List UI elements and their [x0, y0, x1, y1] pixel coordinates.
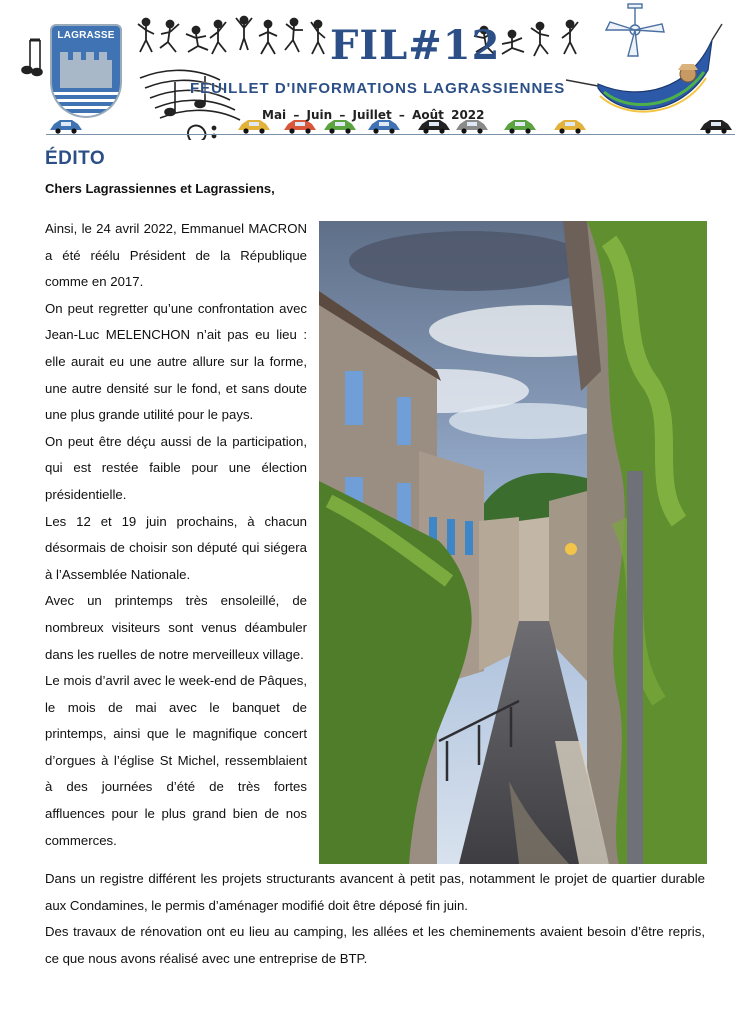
logo-label: LAGRASSE [57, 30, 115, 41]
car-icon [700, 120, 732, 134]
car-icon [504, 120, 536, 134]
car-icon [554, 120, 586, 134]
village-street-photo [319, 221, 707, 864]
paragraph: Ainsi, le 24 avril 2022, Emmanuel MACRON a été réélu Président de la République comme en 2017. [45, 221, 307, 290]
village-street-photo-icon [319, 221, 707, 864]
issue-dates: Mai – Juin – Juillet – Août 2022 [262, 108, 485, 122]
paragraph: Le mois d’avril avec le week-end de Pâques, le mois de mai avec le banquet de printemps, ainsi que le magnifique concert d’orgues à l’église St Michel, ressemblaient à des journées d’été de très fortes affluences pour le plus grand bien de nos commerces. [45, 673, 307, 848]
car-icon [284, 120, 316, 134]
paragraph: Dans un registre différent les projets structurants avancent à petit pas, notamment le projet de quartier durable aux Condamines, le permis d’aménager modifié doit être déposé fin juin. [45, 871, 705, 913]
paragraph: Des travaux de rénovation ont eu lieu au camping, les allées et les cheminements avaient besoin d’être repris, ce que nous avons réalisé avec une entreprise de BTP. [45, 924, 705, 966]
newsletter-title: FIL#12 [330, 22, 501, 69]
paragraph: Les 12 et 19 juin prochains, à chacun désormais de choisir son député qui siégera à l’Assemblée Nationale. [45, 513, 307, 582]
newsletter-header [0, 0, 735, 140]
car-icon [418, 120, 450, 134]
hammock-icon [566, 24, 722, 112]
car-icon [368, 120, 400, 134]
article-full-width-text [45, 866, 705, 972]
ceiling-fan-icon [606, 4, 664, 56]
car-icon [324, 120, 356, 134]
article-greeting: Chers Lagrassiennes et Lagrassiens, [45, 181, 275, 196]
paragraph: Avec un printemps très ensoleillé, de nombreux visiteurs sont venus déambuler dans les ruelles de notre merveilleux village. [45, 593, 307, 662]
car-row-icon [50, 120, 732, 134]
village-crest-logo [52, 26, 120, 116]
article-column-text [45, 216, 307, 854]
paragraph: On peut être déçu aussi de la participation, qui est restée faible pour une élection présidentielle. [45, 433, 307, 502]
car-icon [456, 120, 488, 134]
car-icon [50, 120, 82, 134]
crest-wall-icon [60, 60, 112, 88]
crest-water-icon [52, 92, 120, 116]
header-divider [46, 134, 735, 135]
car-icon [238, 120, 270, 134]
paragraph: On peut regretter qu’une confrontation avec Jean-Luc MELENCHON n’ait pas eu lieu : elle aurait eu une autre allure sur la forme, une autre densité sur le fond, et sans doute une plus grande utilité pour le pays. [45, 300, 307, 423]
section-title: ÉDITO [45, 148, 106, 169]
newsletter-subtitle: FEUILLET D'INFORMATIONS LAGRASSIENNES [190, 80, 566, 97]
